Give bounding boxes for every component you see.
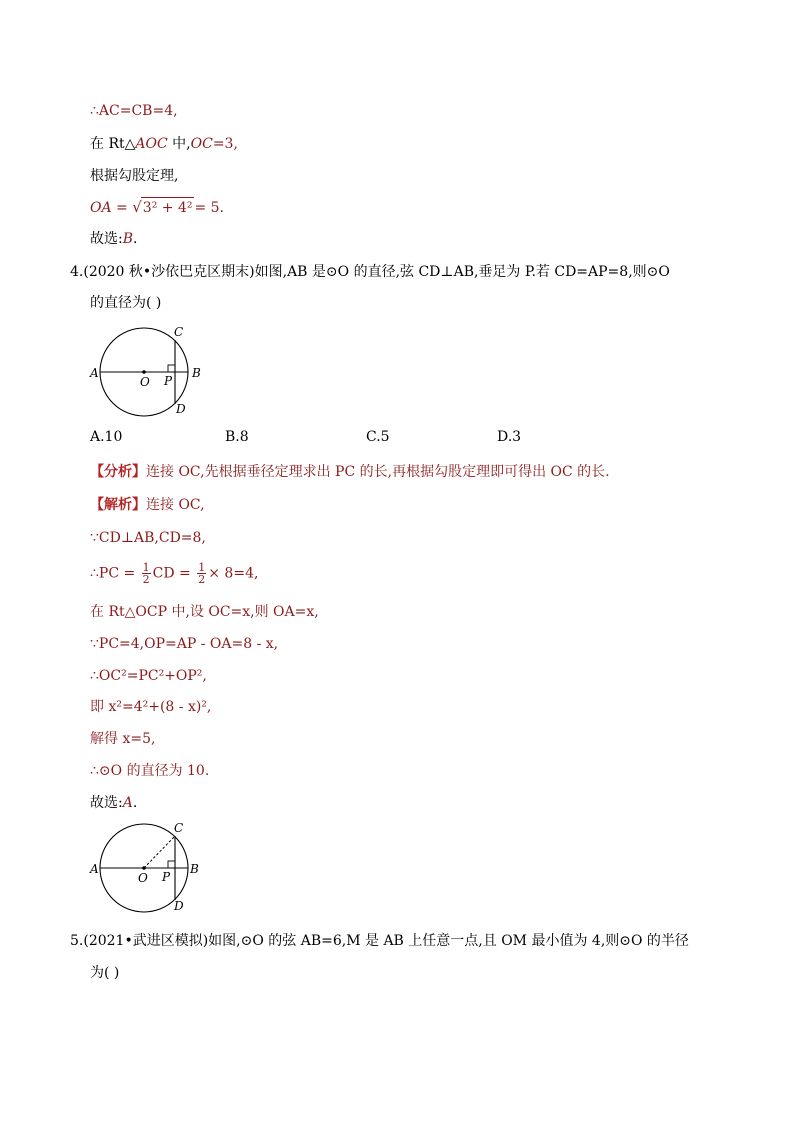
q4-solution: 【解析】连接 OC,: [90, 497, 205, 513]
q4-solution-line-7: 即 x²=4²+(8 - x)²,: [90, 699, 212, 715]
prev-line-3: 根据勾股定理,: [90, 168, 179, 184]
prev-line-5: 故选:B.: [90, 231, 138, 247]
q4-solution-line-4: 在 Rt△OCP 中,设 OC=x,则 OA=x,: [90, 604, 319, 620]
q4-option-b: B.8: [225, 429, 249, 445]
prev-line-4: OA = √3² + 4² = 5.: [90, 198, 225, 216]
q4-solution-line-3: ∴PC = $\frac{1}{2}$ CD = $\frac{1}{2}$ × 8=4,: [90, 561, 259, 586]
q4-figure-2: [88, 818, 208, 918]
svg-text:O: O: [140, 375, 150, 389]
q5-stem-line-1: 5.(2021•武进区模拟)如图,⊙O 的弦 AB=6,M 是 AB 上任意一点,且 OM 最小值为 4,则⊙O 的半径: [70, 933, 689, 949]
svg-text:P: P: [164, 374, 173, 388]
prev-line-2: 在 Rt△AOC 中,OC=3,: [90, 136, 238, 152]
svg-text:C: C: [174, 325, 184, 339]
q4-solution-line-9: ∴⊙O 的直径为 10.: [90, 763, 210, 779]
q4-solution-line-5: ∵PC=4,OP=AP - OA=8 - x,: [90, 636, 279, 652]
q4-solution-line-6: ∴OC²=PC²+OP²,: [90, 668, 207, 684]
q4-figure-1: [88, 322, 208, 422]
q4-stem-line-1: 4.(2020 秋•沙依巴克区期末)如图,AB 是⊙O 的直径,弦 CD⊥AB,垂足为 P.若 CD=AP=8,则⊙O: [70, 264, 670, 280]
q4-analysis: 【分析】连接 OC,先根据垂径定理求出 PC 的长,再根据勾股定理即可得出 OC 的长.: [90, 464, 610, 480]
svg-text:O: O: [138, 871, 148, 885]
q4-option-d: D.3: [497, 429, 522, 445]
q5-stem-line-2: 为( ): [90, 965, 120, 981]
q4-option-a: A.10: [90, 429, 123, 445]
q4-solution-line-10: 故选:A.: [90, 795, 138, 811]
q4-stem-line-2: 的直径为( ): [90, 295, 162, 311]
svg-text:D: D: [176, 402, 186, 416]
svg-text:P: P: [162, 870, 171, 884]
q4-solution-line-2: ∵CD⊥AB,CD=8,: [90, 530, 206, 546]
q4-option-c: C.5: [366, 429, 390, 445]
svg-text:D: D: [174, 899, 184, 913]
svg-text:B: B: [190, 862, 199, 876]
svg-text:A: A: [90, 366, 99, 380]
svg-text:C: C: [174, 821, 184, 835]
prev-line-1: ∴AC=CB=4,: [90, 103, 178, 119]
q4-solution-line-8: 解得 x=5,: [90, 731, 156, 747]
svg-text:B: B: [192, 366, 201, 380]
svg-text:A: A: [90, 862, 99, 876]
